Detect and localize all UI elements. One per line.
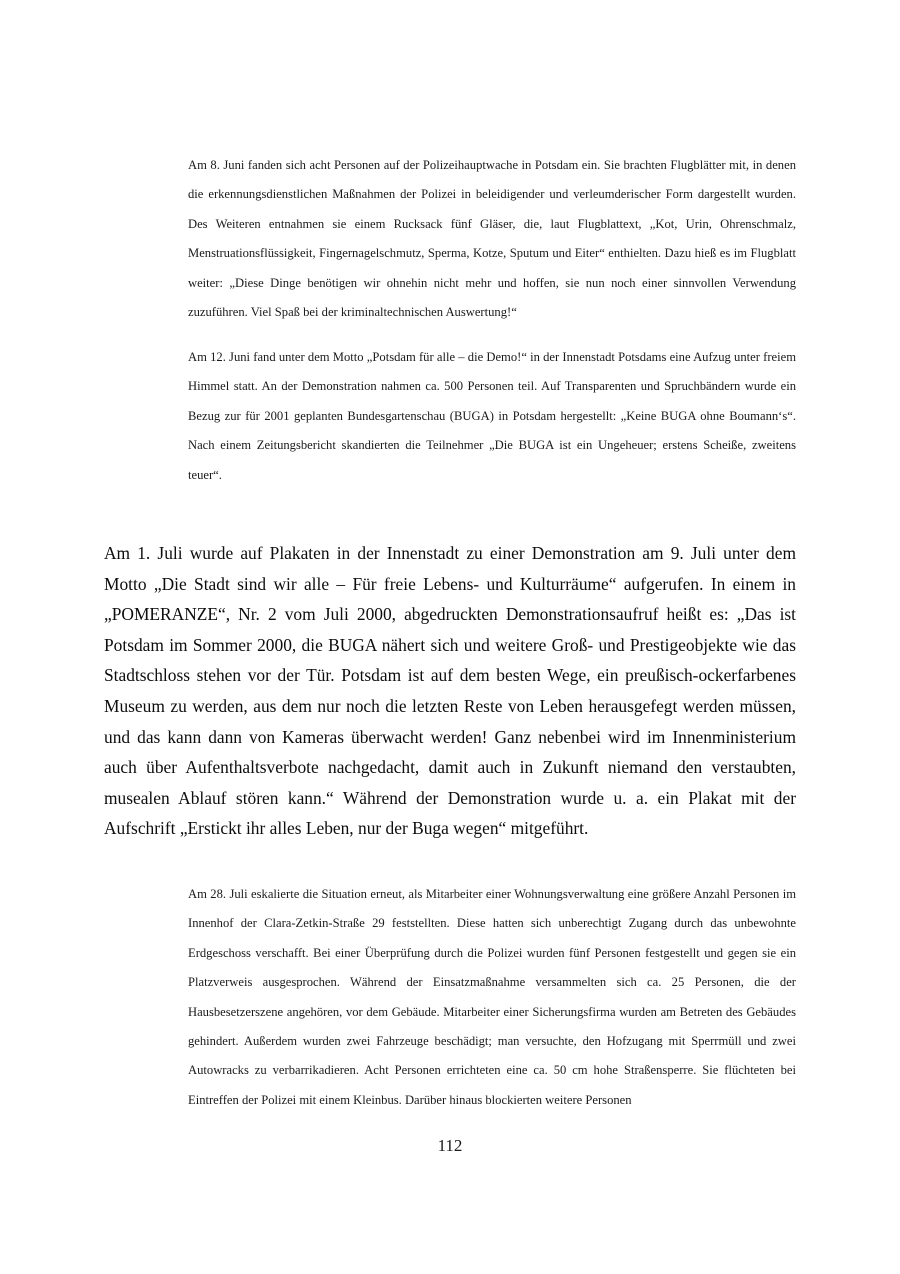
paragraph-july-1: Am 1. Juli wurde auf Plakaten in der Innenstadt zu einer Demonstration am 9. Juli unter dem Motto „Die Stadt sind wir alle – Für freie Lebens- und Kulturräume“ aufgerufen. In einem in „POMERANZE“, Nr. 2 vom Juli 2000, abgedruckten Demonstrationsaufruf heißt es: „Das ist Potsdam im Sommer 2000, die BUGA nähert sich und weitere Groß- und Prestigeobjekte wie das Stadtschloss stehen vor der Tür. Potsdam ist auf dem besten Wege, ein preußisch-ockerfarbenes Museum zu werden, aus dem nur noch die letzten Reste von Leben herausgefegt werden müssen, und das kann dann von Kameras überwacht werden! Ganz nebenbei wird im Innenministerium auch über Aufenthaltsverbote nachgedacht, damit auch in Zukunft niemand den verstaubten, musealen Ablauf stören kann.“ Während der Demonstration wurde u. a. ein Plakat mit der Aufschrift „Erstickt ihr alles Leben, nur der Buga wegen“ mitgeführt. bbox=[104, 543, 796, 839]
paragraph-june-12: Am 12. Juni fand unter dem Motto „Potsdam für alle – die Demo!“ in der Innenstadt Potsdams eine Aufzug unter freiem Himmel statt. An der Demonstration nahmen ca. 500 Personen teil. Auf Transparenten und Spruchbändern wurde ein Bezug zur für 2001 geplanten Bundesgartenschau (BUGA) in Potsdam hergestellt: „Keine BUGA ohne Boumann‘s“. Nach einem Zeitungsbericht skandierten die Teilnehmer „Die BUGA ist ein Ungeheuer; erstens Scheiße, zweitens teuer“. bbox=[188, 350, 796, 482]
paragraph-july-28: Am 28. Juli eskalierte die Situation erneut, als Mitarbeiter einer Wohnungsverwaltung eine größere Anzahl Personen im Innenhof der Clara-Zetkin-Straße 29 feststellten. Diese hatten sich unberechtigt Zugang durch das unbewohnte Erdgeschoss verschafft. Bei einer Überprüfung durch die Polizei wurden fünf Personen festgestellt und gegen sie ein Platzverweis ausgesprochen. Während der Einsatzmaßnahme versammelten sich ca. 25 Personen, die der Hausbesetzerszene angehören, vor dem Gebäude. Mitarbeiter einer Sicherungsfirma wurden am Betreten des Gebäudes gehindert. Außerdem wurden zwei Fahrzeuge beschädigt; man versuchte, den Hofzugang mit Sperrmüll und zwei Autowracks zu verbarrikadieren. Acht Personen errichteten eine ca. 50 cm hohe Straßensperre. Sie flüchteten bei Eintreffen der Polizei mit einem Kleinbus. Darüber hinaus blockierten weitere Personen bbox=[188, 887, 796, 1107]
paragraph-june-8: Am 8. Juni fanden sich acht Personen auf der Polizeihauptwache in Potsdam ein. Sie brachten Flugblätter mit, in denen die erkennungsdienstlichen Maßnahmen der Polizei in beleidigender und verleumderischer Form dargestellt wurden. Des Weiteren entnahmen sie einem Rucksack fünf Gläser, die, laut Flugblattext, „Kot, Urin, Ohrenschmalz, Menstruationsflüssigkeit, Fingernagelschmutz, Sperma, Kotze, Sputum und Eiter“ enthielten. Dazu hieß es im Flugblatt weiter: „Diese Dinge benötigen wir ohnehin nicht mehr und hoffen, sie nun noch einer sinnvollen Verwendung zuzuführen. Viel Spaß bei der kriminaltechnischen Auswertung!“ bbox=[188, 158, 796, 320]
page-number: 112 bbox=[437, 1136, 463, 1155]
